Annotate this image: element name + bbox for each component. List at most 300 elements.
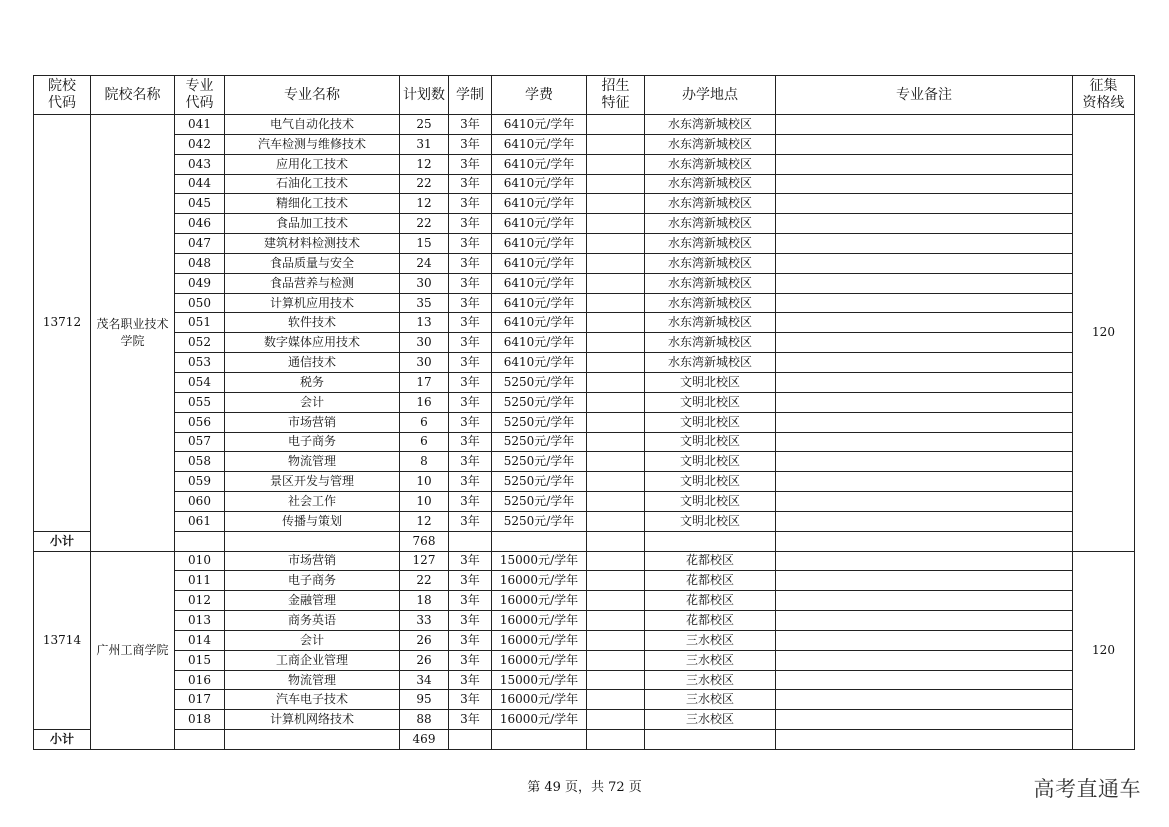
admission-feature-cell	[587, 452, 645, 472]
tuition-cell: 15000元/学年	[492, 670, 587, 690]
admission-feature-cell	[587, 214, 645, 234]
plan-count-cell: 12	[400, 511, 449, 531]
major-note-cell	[776, 710, 1073, 730]
major-note-cell	[776, 650, 1073, 670]
table-row	[34, 372, 1135, 392]
table-row	[34, 472, 1135, 492]
admission-feature-cell	[587, 353, 645, 373]
table-row	[34, 115, 1135, 135]
qualification-line-cell: 120	[1073, 551, 1135, 749]
major-name-cell: 应用化工技术	[225, 154, 400, 174]
campus-location-cell: 花都校区	[645, 591, 776, 611]
tuition-cell: 6410元/学年	[492, 253, 587, 273]
plan-count-cell: 34	[400, 670, 449, 690]
major-code-cell: 059	[175, 472, 225, 492]
major-code-cell: 048	[175, 253, 225, 273]
plan-count-cell: 88	[400, 710, 449, 730]
campus-location-cell: 水东湾新城校区	[645, 293, 776, 313]
major-name-cell: 市场营销	[225, 551, 400, 571]
campus-location-cell: 花都校区	[645, 571, 776, 591]
duration-cell: 3年	[449, 333, 492, 353]
duration-cell: 3年	[449, 452, 492, 472]
major-name-cell: 计算机网络技术	[225, 710, 400, 730]
table-row	[34, 571, 1135, 591]
empty-cell	[449, 730, 492, 750]
tuition-cell: 6410元/学年	[492, 273, 587, 293]
major-note-cell	[776, 134, 1073, 154]
major-code-cell: 049	[175, 273, 225, 293]
major-note-cell	[776, 630, 1073, 650]
major-note-cell	[776, 551, 1073, 571]
major-name-cell: 工商企业管理	[225, 650, 400, 670]
tuition-cell: 16000元/学年	[492, 591, 587, 611]
tuition-cell: 5250元/学年	[492, 511, 587, 531]
major-name-cell: 市场营销	[225, 412, 400, 432]
major-code-cell: 054	[175, 372, 225, 392]
major-note-cell	[776, 154, 1073, 174]
admission-feature-cell	[587, 273, 645, 293]
empty-cell	[175, 531, 225, 551]
major-note-cell	[776, 472, 1073, 492]
major-note-cell	[776, 511, 1073, 531]
admission-feature-cell	[587, 710, 645, 730]
subtotal-row	[34, 730, 1135, 750]
tuition-cell: 5250元/学年	[492, 472, 587, 492]
major-name-cell: 社会工作	[225, 492, 400, 512]
empty-cell	[776, 730, 1073, 750]
major-code-cell: 057	[175, 432, 225, 452]
empty-cell	[587, 730, 645, 750]
tuition-cell: 6410元/学年	[492, 293, 587, 313]
table-row	[34, 412, 1135, 432]
empty-cell	[175, 730, 225, 750]
subtotal-value: 768	[400, 531, 449, 551]
table-row	[34, 333, 1135, 353]
tuition-cell: 6410元/学年	[492, 313, 587, 333]
major-code-cell: 056	[175, 412, 225, 432]
duration-cell: 3年	[449, 492, 492, 512]
table-row	[34, 194, 1135, 214]
major-name-cell: 食品加工技术	[225, 214, 400, 234]
duration-cell: 3年	[449, 372, 492, 392]
major-name-cell: 税务	[225, 372, 400, 392]
plan-count-cell: 12	[400, 194, 449, 214]
empty-cell	[492, 730, 587, 750]
tuition-cell: 16000元/学年	[492, 611, 587, 631]
duration-cell: 3年	[449, 670, 492, 690]
admission-feature-cell	[587, 492, 645, 512]
admission-feature-cell	[587, 630, 645, 650]
plan-count-cell: 15	[400, 234, 449, 254]
tuition-cell: 5250元/学年	[492, 412, 587, 432]
plan-count-cell: 30	[400, 333, 449, 353]
admission-feature-cell	[587, 115, 645, 135]
major-note-cell	[776, 611, 1073, 631]
admission-feature-cell	[587, 591, 645, 611]
table-row	[34, 253, 1135, 273]
school-name-cell: 茂名职业技术学院	[91, 115, 175, 552]
campus-location-cell: 文明北校区	[645, 492, 776, 512]
tuition-cell: 5250元/学年	[492, 392, 587, 412]
major-note-cell	[776, 253, 1073, 273]
major-name-cell: 汽车检测与维修技术	[225, 134, 400, 154]
plan-count-cell: 17	[400, 372, 449, 392]
table-body	[34, 115, 1135, 750]
plan-count-cell: 33	[400, 611, 449, 631]
major-code-cell: 051	[175, 313, 225, 333]
duration-cell: 3年	[449, 174, 492, 194]
major-name-cell: 石油化工技术	[225, 174, 400, 194]
major-name-cell: 景区开发与管理	[225, 472, 400, 492]
plan-count-cell: 10	[400, 472, 449, 492]
tuition-cell: 6410元/学年	[492, 214, 587, 234]
major-code-cell: 058	[175, 452, 225, 472]
subtotal-label: 小计	[34, 730, 91, 750]
duration-cell: 3年	[449, 551, 492, 571]
campus-location-cell: 三水校区	[645, 630, 776, 650]
table-row	[34, 134, 1135, 154]
empty-cell	[225, 531, 400, 551]
column-header: 计划数	[400, 76, 449, 115]
campus-location-cell: 水东湾新城校区	[645, 313, 776, 333]
admission-feature-cell	[587, 551, 645, 571]
tuition-cell: 5250元/学年	[492, 452, 587, 472]
plan-count-cell: 24	[400, 253, 449, 273]
tuition-cell: 16000元/学年	[492, 571, 587, 591]
campus-location-cell: 水东湾新城校区	[645, 234, 776, 254]
major-code-cell: 047	[175, 234, 225, 254]
plan-count-cell: 22	[400, 214, 449, 234]
plan-count-cell: 16	[400, 392, 449, 412]
qualification-line-cell: 120	[1073, 115, 1135, 552]
admission-feature-cell	[587, 571, 645, 591]
empty-cell	[225, 730, 400, 750]
tuition-cell: 6410元/学年	[492, 234, 587, 254]
major-note-cell	[776, 174, 1073, 194]
table-row	[34, 670, 1135, 690]
admission-feature-cell	[587, 690, 645, 710]
major-note-cell	[776, 392, 1073, 412]
empty-cell	[449, 531, 492, 551]
campus-location-cell: 水东湾新城校区	[645, 134, 776, 154]
duration-cell: 3年	[449, 611, 492, 631]
tuition-cell: 6410元/学年	[492, 154, 587, 174]
tuition-cell: 6410元/学年	[492, 134, 587, 154]
table-row	[34, 650, 1135, 670]
major-note-cell	[776, 273, 1073, 293]
major-code-cell: 055	[175, 392, 225, 412]
table-row	[34, 551, 1135, 571]
school-name-cell: 广州工商学院	[91, 551, 175, 749]
table-row	[34, 313, 1135, 333]
duration-cell: 3年	[449, 214, 492, 234]
admission-feature-cell	[587, 412, 645, 432]
major-code-cell: 016	[175, 670, 225, 690]
plan-count-cell: 35	[400, 293, 449, 313]
plan-count-cell: 26	[400, 630, 449, 650]
tuition-cell: 16000元/学年	[492, 630, 587, 650]
major-name-cell: 会计	[225, 630, 400, 650]
duration-cell: 3年	[449, 154, 492, 174]
tuition-cell: 5250元/学年	[492, 492, 587, 512]
table-row	[34, 392, 1135, 412]
table-row	[34, 611, 1135, 631]
major-code-cell: 044	[175, 174, 225, 194]
admission-feature-cell	[587, 154, 645, 174]
major-name-cell: 电子商务	[225, 432, 400, 452]
campus-location-cell: 文明北校区	[645, 511, 776, 531]
tuition-cell: 6410元/学年	[492, 115, 587, 135]
duration-cell: 3年	[449, 432, 492, 452]
admission-feature-cell	[587, 372, 645, 392]
major-name-cell: 商务英语	[225, 611, 400, 631]
duration-cell: 3年	[449, 115, 492, 135]
major-code-cell: 017	[175, 690, 225, 710]
column-header: 学费	[492, 76, 587, 115]
plan-count-cell: 30	[400, 273, 449, 293]
major-name-cell: 通信技术	[225, 353, 400, 373]
plan-count-cell: 10	[400, 492, 449, 512]
major-code-cell: 014	[175, 630, 225, 650]
major-code-cell: 012	[175, 591, 225, 611]
page-number: 第 49 页，共 72 页	[527, 780, 642, 795]
table-row	[34, 591, 1135, 611]
plan-count-cell: 30	[400, 353, 449, 373]
admission-feature-cell	[587, 293, 645, 313]
admission-feature-cell	[587, 392, 645, 412]
major-code-cell: 045	[175, 194, 225, 214]
campus-location-cell: 水东湾新城校区	[645, 214, 776, 234]
empty-cell	[587, 531, 645, 551]
major-code-cell: 015	[175, 650, 225, 670]
duration-cell: 3年	[449, 650, 492, 670]
major-name-cell: 电子商务	[225, 571, 400, 591]
admission-feature-cell	[587, 472, 645, 492]
major-note-cell	[776, 353, 1073, 373]
major-code-cell: 011	[175, 571, 225, 591]
major-code-cell: 010	[175, 551, 225, 571]
major-name-cell: 物流管理	[225, 452, 400, 472]
header-row	[34, 76, 1135, 115]
major-code-cell: 060	[175, 492, 225, 512]
admission-feature-cell	[587, 670, 645, 690]
major-code-cell: 041	[175, 115, 225, 135]
major-name-cell: 软件技术	[225, 313, 400, 333]
duration-cell: 3年	[449, 472, 492, 492]
empty-cell	[776, 531, 1073, 551]
major-note-cell	[776, 432, 1073, 452]
plan-count-cell: 8	[400, 452, 449, 472]
major-name-cell: 食品营养与检测	[225, 273, 400, 293]
major-code-cell: 013	[175, 611, 225, 631]
tuition-cell: 16000元/学年	[492, 710, 587, 730]
major-code-cell: 050	[175, 293, 225, 313]
admission-feature-cell	[587, 333, 645, 353]
major-code-cell: 018	[175, 710, 225, 730]
campus-location-cell: 水东湾新城校区	[645, 273, 776, 293]
table-row	[34, 492, 1135, 512]
campus-location-cell: 花都校区	[645, 611, 776, 631]
watermark-logo: 高考直通车	[1033, 777, 1141, 801]
duration-cell: 3年	[449, 293, 492, 313]
major-note-cell	[776, 492, 1073, 512]
major-note-cell	[776, 234, 1073, 254]
table-row	[34, 174, 1135, 194]
plan-count-cell: 127	[400, 551, 449, 571]
column-header: 征集 资格线	[1073, 76, 1135, 115]
campus-location-cell: 水东湾新城校区	[645, 154, 776, 174]
enrollment-plan-table	[33, 75, 1135, 750]
campus-location-cell: 文明北校区	[645, 452, 776, 472]
major-name-cell: 食品质量与安全	[225, 253, 400, 273]
table-row	[34, 234, 1135, 254]
campus-location-cell: 三水校区	[645, 650, 776, 670]
duration-cell: 3年	[449, 511, 492, 531]
campus-location-cell: 水东湾新城校区	[645, 253, 776, 273]
empty-cell	[645, 730, 776, 750]
major-note-cell	[776, 293, 1073, 313]
major-name-cell: 金融管理	[225, 591, 400, 611]
major-note-cell	[776, 452, 1073, 472]
tuition-cell: 16000元/学年	[492, 650, 587, 670]
duration-cell: 3年	[449, 630, 492, 650]
major-code-cell: 061	[175, 511, 225, 531]
admission-feature-cell	[587, 253, 645, 273]
tuition-cell: 6410元/学年	[492, 174, 587, 194]
major-note-cell	[776, 194, 1073, 214]
campus-location-cell: 三水校区	[645, 670, 776, 690]
table-row	[34, 353, 1135, 373]
major-name-cell: 计算机应用技术	[225, 293, 400, 313]
table-row	[34, 154, 1135, 174]
major-name-cell: 传播与策划	[225, 511, 400, 531]
campus-location-cell: 花都校区	[645, 551, 776, 571]
table-row	[34, 710, 1135, 730]
major-note-cell	[776, 412, 1073, 432]
major-note-cell	[776, 214, 1073, 234]
plan-count-cell: 6	[400, 432, 449, 452]
table-row	[34, 293, 1135, 313]
plan-count-cell: 13	[400, 313, 449, 333]
tuition-cell: 6410元/学年	[492, 353, 587, 373]
admission-feature-cell	[587, 194, 645, 214]
tuition-cell: 16000元/学年	[492, 690, 587, 710]
major-name-cell: 汽车电子技术	[225, 690, 400, 710]
subtotal-value: 469	[400, 730, 449, 750]
major-note-cell	[776, 313, 1073, 333]
subtotal-row	[34, 531, 1135, 551]
duration-cell: 3年	[449, 412, 492, 432]
major-name-cell: 会计	[225, 392, 400, 412]
campus-location-cell: 水东湾新城校区	[645, 353, 776, 373]
major-code-cell: 042	[175, 134, 225, 154]
campus-location-cell: 水东湾新城校区	[645, 333, 776, 353]
table-row	[34, 630, 1135, 650]
plan-count-cell: 25	[400, 115, 449, 135]
subtotal-label: 小计	[34, 531, 91, 551]
tuition-cell: 15000元/学年	[492, 551, 587, 571]
major-name-cell: 电气自动化技术	[225, 115, 400, 135]
plan-count-cell: 95	[400, 690, 449, 710]
campus-location-cell: 文明北校区	[645, 412, 776, 432]
major-code-cell: 043	[175, 154, 225, 174]
campus-location-cell: 水东湾新城校区	[645, 174, 776, 194]
column-header: 院校 代码	[34, 76, 91, 115]
major-note-cell	[776, 670, 1073, 690]
table-row	[34, 452, 1135, 472]
major-name-cell: 建筑材料检测技术	[225, 234, 400, 254]
campus-location-cell: 三水校区	[645, 710, 776, 730]
tuition-cell: 5250元/学年	[492, 432, 587, 452]
duration-cell: 3年	[449, 690, 492, 710]
admission-feature-cell	[587, 511, 645, 531]
campus-location-cell: 文明北校区	[645, 432, 776, 452]
admission-feature-cell	[587, 432, 645, 452]
major-code-cell: 052	[175, 333, 225, 353]
column-header: 学制	[449, 76, 492, 115]
major-note-cell	[776, 690, 1073, 710]
school-code-cell: 13712	[34, 115, 91, 532]
plan-count-cell: 6	[400, 412, 449, 432]
table-row	[34, 690, 1135, 710]
admission-feature-cell	[587, 174, 645, 194]
column-header: 办学地点	[645, 76, 776, 115]
plan-count-cell: 12	[400, 154, 449, 174]
campus-location-cell: 文明北校区	[645, 392, 776, 412]
duration-cell: 3年	[449, 253, 492, 273]
duration-cell: 3年	[449, 313, 492, 333]
plan-count-cell: 31	[400, 134, 449, 154]
major-name-cell: 数字媒体应用技术	[225, 333, 400, 353]
duration-cell: 3年	[449, 710, 492, 730]
major-note-cell	[776, 333, 1073, 353]
tuition-cell: 5250元/学年	[492, 372, 587, 392]
major-note-cell	[776, 591, 1073, 611]
empty-cell	[645, 531, 776, 551]
plan-count-cell: 18	[400, 591, 449, 611]
admission-feature-cell	[587, 313, 645, 333]
major-name-cell: 物流管理	[225, 670, 400, 690]
campus-location-cell: 文明北校区	[645, 472, 776, 492]
plan-count-cell: 26	[400, 650, 449, 670]
table-row	[34, 511, 1135, 531]
column-header: 专业名称	[225, 76, 400, 115]
campus-location-cell: 三水校区	[645, 690, 776, 710]
table-row	[34, 273, 1135, 293]
admission-feature-cell	[587, 134, 645, 154]
duration-cell: 3年	[449, 353, 492, 373]
plan-count-cell: 22	[400, 571, 449, 591]
column-header: 专业备注	[776, 76, 1073, 115]
duration-cell: 3年	[449, 571, 492, 591]
major-name-cell: 精细化工技术	[225, 194, 400, 214]
table-row	[34, 432, 1135, 452]
major-note-cell	[776, 372, 1073, 392]
admission-feature-cell	[587, 611, 645, 631]
column-header: 招生 特征	[587, 76, 645, 115]
duration-cell: 3年	[449, 234, 492, 254]
school-code-cell: 13714	[34, 551, 91, 730]
empty-cell	[492, 531, 587, 551]
duration-cell: 3年	[449, 591, 492, 611]
column-header: 专业 代码	[175, 76, 225, 115]
duration-cell: 3年	[449, 194, 492, 214]
tuition-cell: 6410元/学年	[492, 333, 587, 353]
column-header: 院校名称	[91, 76, 175, 115]
campus-location-cell: 水东湾新城校区	[645, 194, 776, 214]
campus-location-cell: 文明北校区	[645, 372, 776, 392]
major-code-cell: 053	[175, 353, 225, 373]
